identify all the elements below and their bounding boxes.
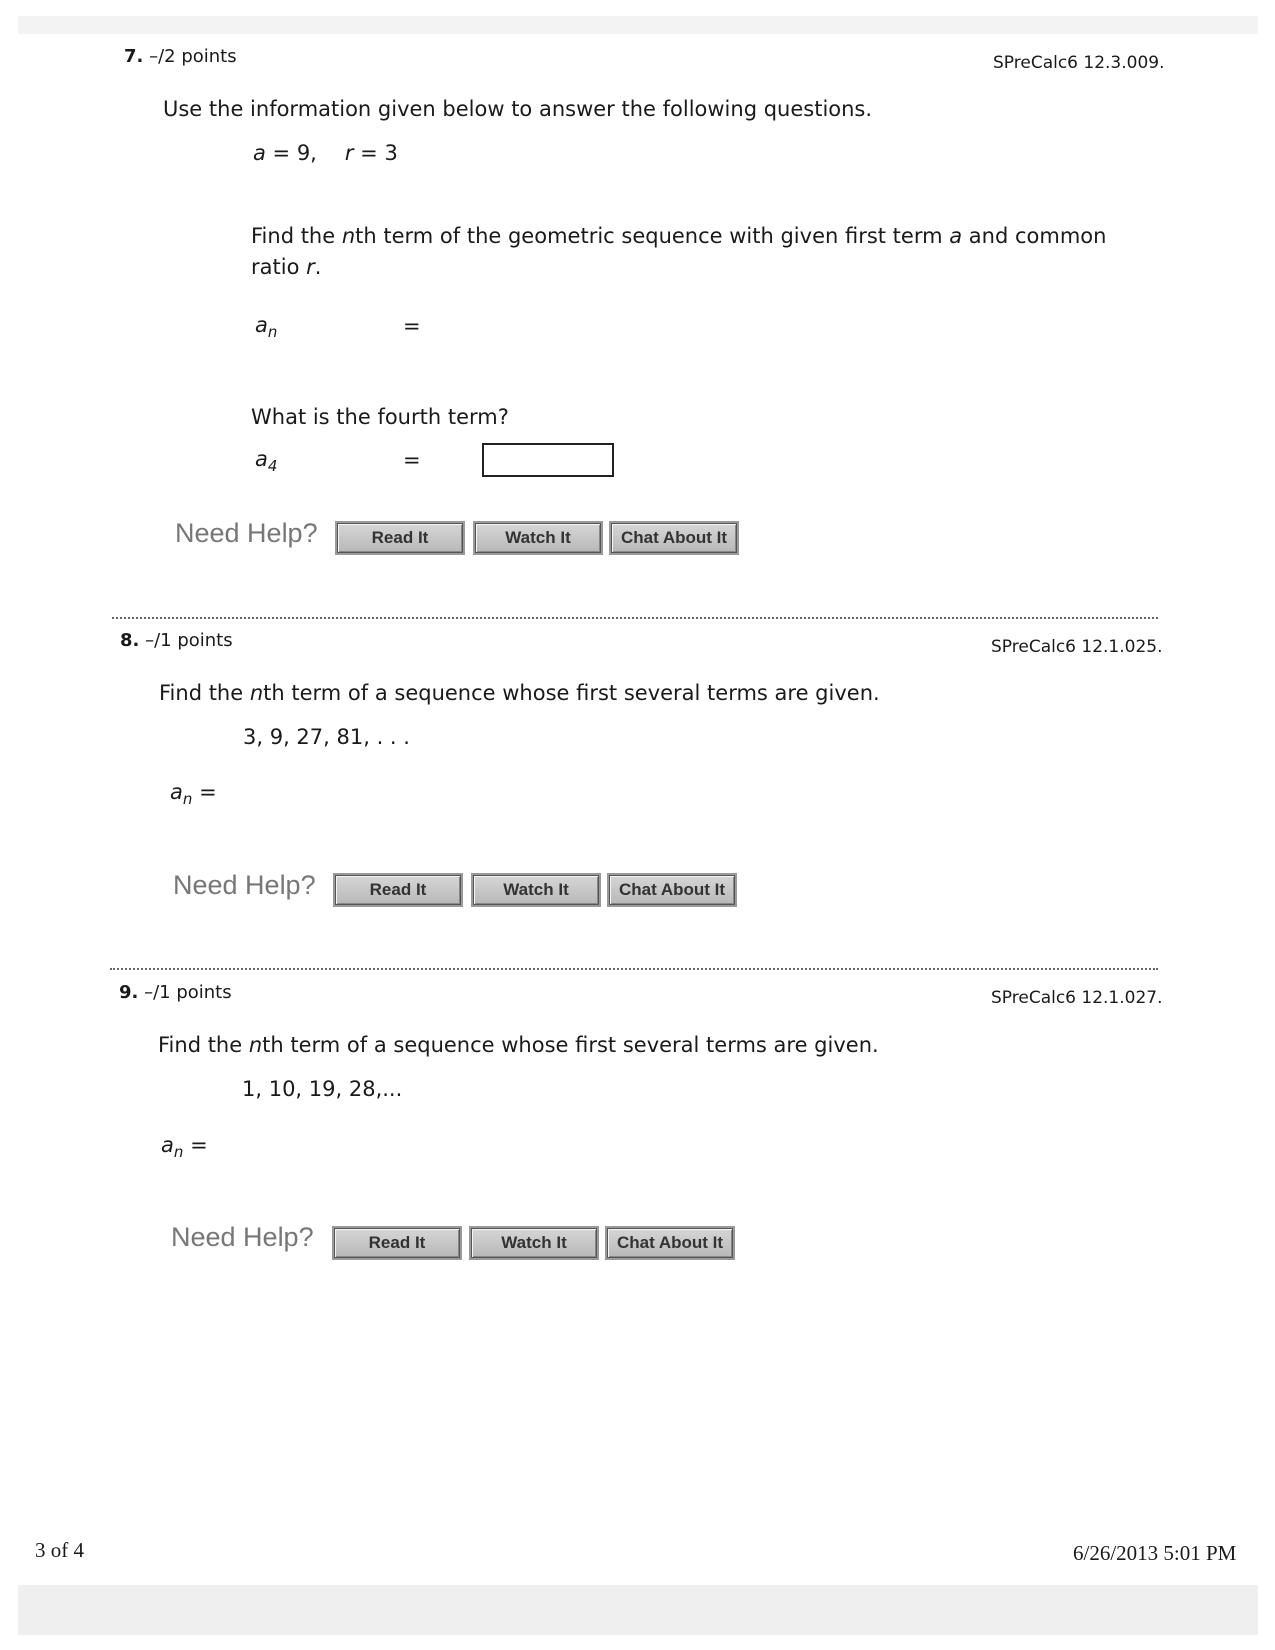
question-9-prompt: Find the nth term of a sequence whose first several terms are given.: [158, 1033, 879, 1057]
question-9-terms: 1, 10, 19, 28,...: [242, 1077, 403, 1101]
question-7-header: [124, 46, 237, 67]
question-7-a4-equals: =: [403, 448, 421, 472]
question-7-an-label: $a_n$: [255, 313, 278, 341]
question-7-a4-label: $a_4$: [255, 447, 278, 475]
question-8-points: –/1 points: [139, 630, 233, 651]
question-8-read-it-button[interactable]: Read It: [335, 875, 461, 905]
question-8-header: [120, 630, 233, 651]
question-9-chat-about-it-button[interactable]: Chat About It: [607, 1228, 733, 1258]
divider-2: [110, 968, 1158, 970]
question-9-an-label: $a_n$ =: [161, 1133, 208, 1161]
question-7-prompt: Use the information given below to answer the following questions.: [163, 97, 873, 121]
question-9-code: SPreCalc6 12.1.027.: [991, 988, 1163, 1008]
question-9-points: –/1 points: [138, 982, 232, 1003]
question-8-code: SPreCalc6 12.1.025.: [991, 637, 1163, 657]
question-7-points: –/2 points: [143, 46, 237, 67]
question-7-fourth-prompt: What is the fourth term?: [251, 405, 509, 429]
question-7-an-equals: =: [403, 314, 421, 338]
question-8-an-label: $a_n$ =: [170, 780, 217, 808]
question-8-terms: 3, 9, 27, 81, . . .: [243, 725, 410, 749]
question-7-find-line-2: ratio r.: [251, 255, 322, 279]
question-8-number: 8.: [120, 630, 140, 651]
question-9-read-it-button[interactable]: Read It: [334, 1228, 460, 1258]
question-7-a4-answer-input[interactable]: [482, 443, 614, 477]
divider-1: [112, 617, 1158, 619]
question-9-number: 9.: [119, 982, 139, 1003]
question-7-find-line-1: Find the nth term of the geometric sequence with given first term a and common: [251, 224, 1107, 248]
question-7-number: 7.: [124, 46, 144, 67]
page-number: 3 of 4: [35, 1538, 84, 1562]
bottom-scan-band: [18, 1585, 1258, 1635]
question-7-code: SPreCalc6 12.3.009.: [993, 53, 1165, 73]
question-7-chat-about-it-button[interactable]: Chat About It: [611, 523, 737, 553]
top-scan-band: [18, 16, 1258, 34]
question-7-watch-it-button[interactable]: Watch It: [475, 523, 601, 553]
question-9-need-help-label: Need Help?: [171, 1222, 314, 1252]
question-8-chat-about-it-button[interactable]: Chat About It: [609, 875, 735, 905]
print-datetime: 6/26/2013 5:01 PM: [1073, 1541, 1237, 1565]
question-7-need-help-label: Need Help?: [175, 518, 318, 548]
question-8-need-help-label: Need Help?: [173, 870, 316, 900]
question-7-read-it-button[interactable]: Read It: [337, 523, 463, 553]
question-8-prompt: Find the nth term of a sequence whose first several terms are given.: [159, 681, 880, 705]
question-9-header: [119, 982, 232, 1003]
question-8-watch-it-button[interactable]: Watch It: [473, 875, 599, 905]
question-9-watch-it-button[interactable]: Watch It: [471, 1228, 597, 1258]
question-7-given: a = 9, r = 3: [253, 141, 398, 165]
